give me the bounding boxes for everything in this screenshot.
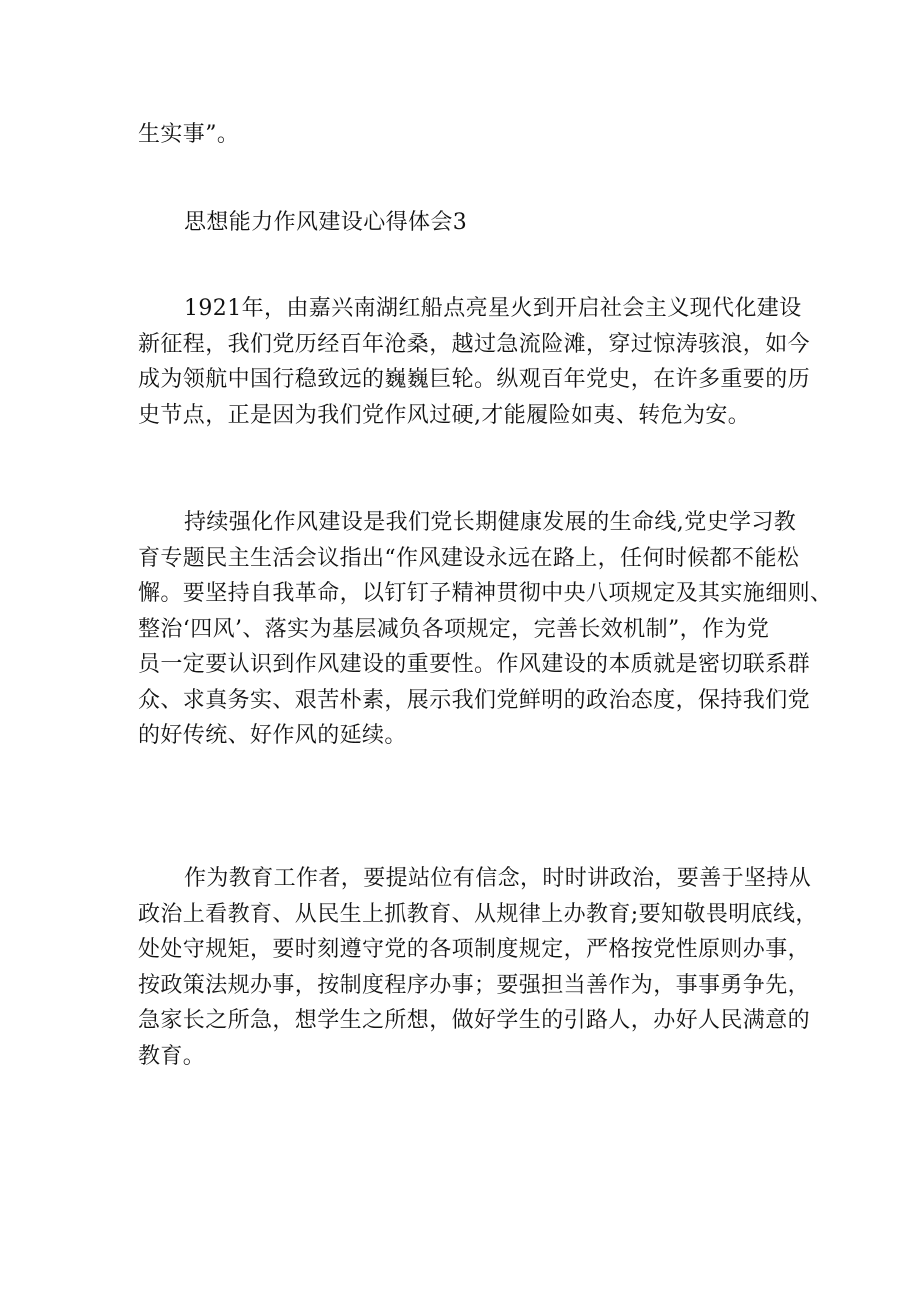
paragraph-line: 员一定要认识到作风建设的重要性。作风建设的本质就是密切联系群: [138, 652, 811, 677]
paragraph-line: 按政策法规办事，按制度程序办事；要强担当善作为，事事勇争先，: [138, 972, 811, 998]
paragraph-line: 作为教育工作者，要提站位有信念，时时讲政治，要善于坚持从: [184, 866, 812, 891]
paragraph-3: [138, 861, 818, 1074]
paragraph-line: 持续强化作风建设是我们党长期健康发展的生命线,党史学习教: [184, 510, 797, 535]
paragraph-line: 懈。要坚持自我革命，以钉钉子精神贯彻中央八项规定及其实施细则、: [138, 581, 833, 606]
paragraph-1: [138, 291, 811, 433]
paragraph-line: 史节点，正是因为我们党作风过硬,才能履险如夷、转危为安。: [138, 402, 751, 428]
paragraph-line: 处处守规矩，要时刻遵守党的各项制度规定，严格按党性原则办事，: [138, 937, 811, 962]
paragraph-line: 政治上看教育、从民生上抓教育、从规律上办教育;要知敬畏明底线，: [138, 901, 818, 927]
section-heading: 思想能力作风建设心得体会3: [184, 210, 468, 235]
paragraph-line: 教育。: [138, 1043, 206, 1069]
paragraph-line: 众、求真务实、艰苦朴素，展示我们党鲜明的政治态度，保持我们党: [138, 687, 811, 713]
paragraph-line: 1921年，由嘉兴南湖红船点亮星火到开启社会主义现代化建设: [184, 296, 802, 321]
paragraph-line: 新征程，我们党历经百年沧桑，越过急流险滩，穿过惊涛骇浪，如今: [138, 331, 811, 357]
paragraph-2: [138, 505, 833, 754]
paragraph-line: 成为领航中国行稳致远的巍巍巨轮。纵观百年党史，在许多重要的历: [138, 367, 811, 392]
continued-paragraph: [138, 117, 788, 153]
section-heading-block: [138, 205, 788, 241]
paragraph-line: 生实事”。: [138, 122, 240, 147]
paragraph-line: 急家长之所急，想学生之所想，做好学生的引路人，办好人民满意的: [138, 1008, 811, 1033]
paragraph-line: 的好传统、好作风的延续。: [138, 723, 407, 748]
paragraph-line: 整治‘四风’、落实为基层减负各项规定，完善长效机制”，作为党: [138, 616, 770, 642]
paragraph-line: 育专题民主生活会议指出“作风建设永远在路上，任何时候都不能松: [138, 545, 800, 571]
